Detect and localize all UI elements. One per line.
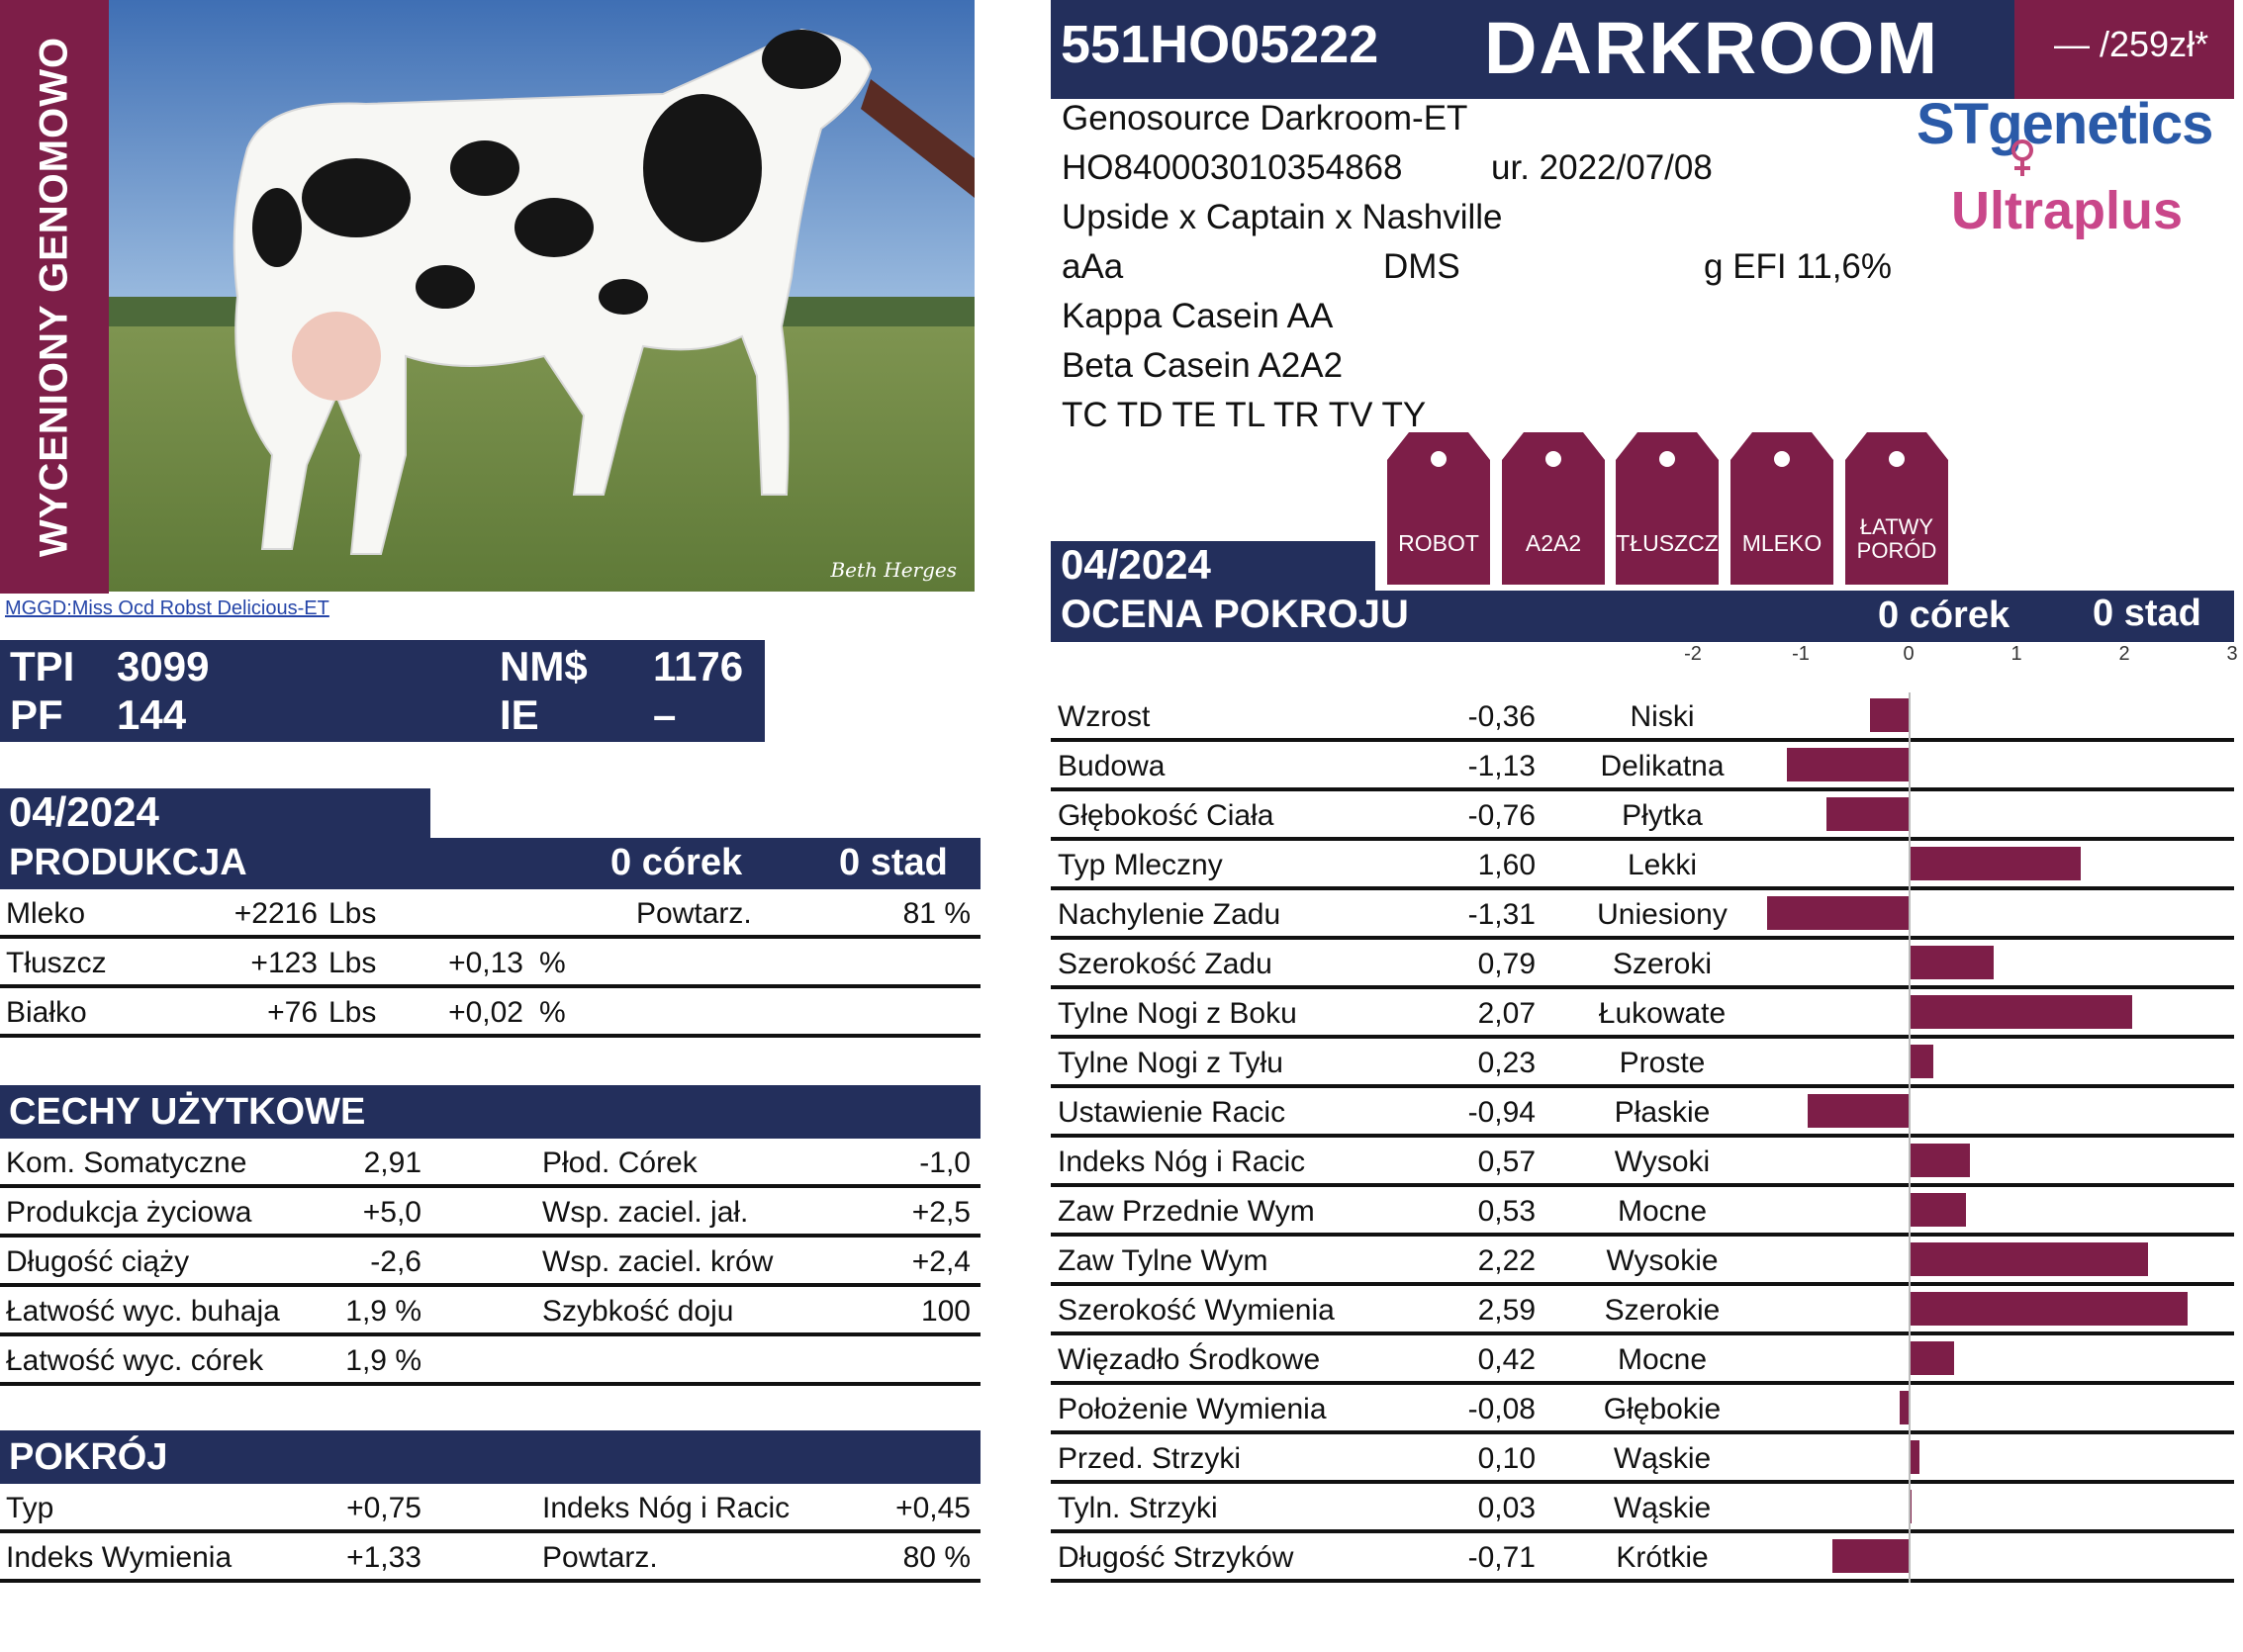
axis-tick-label: 0 — [1903, 643, 1915, 665]
production-extra-label: Powtarz. — [636, 897, 752, 930]
functional-label: Długość ciąży — [6, 1245, 190, 1278]
tag-label: ROBOT — [1398, 530, 1479, 556]
trait-descriptor: Niski — [1630, 700, 1695, 733]
trait-label: Zaw Przednie Wym — [1058, 1195, 1315, 1228]
trait-bar — [1909, 847, 2081, 880]
nm-label: NM$ — [500, 643, 588, 689]
trait-label: Tylne Nogi z Tyłu — [1058, 1047, 1283, 1079]
haplotypes: TC TD TE TL TR TV TY — [1062, 396, 1427, 434]
trait-label: Tyln. Strzyki — [1058, 1492, 1218, 1524]
tag-label: A2A2 — [1525, 530, 1582, 556]
tag-mleko — [1730, 432, 1833, 585]
conformation-row — [1051, 1286, 2234, 1335]
functional-label-2: Szybkość doju — [542, 1295, 734, 1328]
conformation-row — [1051, 1187, 2234, 1237]
conformation-row — [1051, 940, 2234, 989]
efi-value: g EFI 11,6% — [1704, 247, 1893, 286]
functional-header — [0, 1085, 981, 1139]
bull-code: 551HO05222 — [1061, 15, 1379, 74]
functional-label-2: Wsp. zaciel. jał. — [542, 1196, 749, 1229]
trait-descriptor: Delikatna — [1600, 750, 1725, 782]
trait-bar — [1808, 1094, 1909, 1128]
trait-bar — [1767, 896, 1909, 930]
price-box — [2014, 0, 2234, 99]
production-pct: +0,13 — [448, 947, 523, 979]
conformation-row — [1051, 1039, 2234, 1088]
tag-tłuszcz — [1616, 432, 1719, 585]
conformation-row — [1051, 841, 2234, 890]
type-row — [0, 1484, 981, 1533]
tag-łatwy-poród — [1845, 432, 1948, 585]
conformation-row — [1051, 1237, 2234, 1286]
trait-value: -0,36 — [1467, 700, 1536, 733]
tag-label: MLEKO — [1741, 530, 1822, 556]
trait-descriptor: Mocne — [1617, 1195, 1708, 1228]
registration: HO840003010354868 — [1062, 148, 1403, 187]
cow-illustration — [109, 0, 975, 592]
trait-bar — [1909, 1292, 2188, 1326]
conformation-row — [1051, 1434, 2234, 1484]
functional-label: Kom. Somatyczne — [6, 1147, 247, 1179]
type-header — [0, 1430, 981, 1484]
conformation-row — [1051, 1533, 2234, 1583]
bull-id-bar — [1051, 0, 2014, 99]
functional-label-2: Wsp. zaciel. krów — [542, 1245, 774, 1278]
functional-value-2: +2,4 — [911, 1245, 971, 1278]
tag-shape-icon — [1387, 432, 1490, 585]
functional-row — [0, 1139, 981, 1188]
conformation-row — [1051, 890, 2234, 940]
trait-label: Długość Strzyków — [1058, 1541, 1294, 1574]
trait-value: -0,71 — [1467, 1541, 1536, 1574]
conformation-row — [1051, 1088, 2234, 1138]
functional-title: CECHY UŻYTKOWE — [9, 1091, 366, 1133]
production-pct: +0,02 — [448, 996, 523, 1029]
type-label: Typ — [6, 1492, 54, 1524]
trait-value: -0,94 — [1467, 1096, 1536, 1129]
type-label-2: Powtarz. — [542, 1541, 658, 1574]
type-value-2: +0,45 — [895, 1492, 971, 1524]
pedigree: Upside x Captain x Nashville — [1062, 198, 1503, 236]
production-unit: Lbs — [328, 996, 377, 1029]
ie-label: IE — [500, 691, 539, 738]
trait-bar — [1900, 1391, 1909, 1424]
trait-bar — [1826, 797, 1909, 831]
trait-label: Ustawienie Racic — [1058, 1096, 1286, 1129]
trait-descriptor: Płaskie — [1614, 1096, 1711, 1129]
nm-value: 1176 — [653, 643, 744, 689]
trait-label: Indeks Nóg i Racic — [1058, 1146, 1306, 1178]
functional-value: +5,0 — [362, 1196, 421, 1229]
production-unit: Lbs — [328, 897, 377, 930]
trait-bar — [1909, 995, 2132, 1029]
trait-label: Szerokość Zadu — [1058, 948, 1272, 980]
genomic-banner — [0, 0, 109, 594]
functional-value: 1,9 % — [345, 1344, 421, 1377]
functional-label: Łatwość wyc. buhaja — [6, 1295, 280, 1328]
production-date: 04/2024 — [0, 788, 430, 838]
trait-value: 0,23 — [1477, 1047, 1536, 1079]
stgenetics-logo-text: STgenetics — [1916, 92, 2213, 156]
trait-descriptor: Wysokie — [1606, 1244, 1719, 1277]
functional-value-2: -1,0 — [919, 1147, 971, 1179]
birth-date: ur. 2022/07/08 — [1491, 148, 1713, 187]
axis-tick-label: -2 — [1684, 643, 1702, 665]
conformation-row — [1051, 1484, 2234, 1533]
tag-shape-icon — [1616, 432, 1719, 585]
trait-label: Budowa — [1058, 750, 1166, 782]
trait-bar — [1870, 698, 1909, 732]
production-label: Mleko — [6, 897, 86, 930]
conformation-title: OCENA POKROJU — [1061, 593, 1409, 636]
index-summary — [0, 640, 765, 742]
production-pct-unit: % — [539, 947, 566, 979]
type-label-2: Indeks Nóg i Racic — [542, 1492, 791, 1524]
conformation-header — [1051, 591, 2234, 642]
trait-value: -0,76 — [1467, 799, 1536, 832]
tag-label: ŁATWY PORÓD — [1856, 514, 1937, 563]
conformation-row — [1051, 1335, 2234, 1385]
banner-text: WYCENIONY GENOMOWO — [32, 36, 76, 558]
conformation-row — [1051, 1138, 2234, 1187]
trait-label: Szerokość Wymienia — [1058, 1294, 1335, 1327]
tpi-label: TPI — [10, 643, 75, 689]
trait-descriptor: Lekki — [1627, 849, 1698, 881]
trait-value: 2,22 — [1477, 1244, 1536, 1277]
axis-tick-label: 3 — [2226, 643, 2238, 665]
functional-row — [0, 1188, 981, 1238]
functional-value: 1,9 % — [345, 1295, 421, 1328]
trait-label: Przed. Strzyki — [1058, 1442, 1242, 1475]
trait-value: 2,07 — [1477, 997, 1536, 1030]
axis-tick-label: 2 — [2118, 643, 2130, 665]
tag-a2a2 — [1502, 432, 1605, 585]
functional-value-2: 100 — [920, 1295, 971, 1328]
type-label: Indeks Wymienia — [6, 1541, 233, 1574]
conformation-daughters: 0 córek — [1878, 595, 2010, 636]
photo-credit: Beth Herges — [830, 558, 957, 582]
trait-value: 0,10 — [1477, 1442, 1536, 1475]
trait-value: 0,42 — [1477, 1343, 1536, 1376]
trait-descriptor: Proste — [1619, 1047, 1706, 1079]
trait-bar — [1909, 1242, 2148, 1276]
functional-row — [0, 1238, 981, 1287]
trait-descriptor: Uniesiony — [1597, 898, 1728, 931]
ultraplus-logo-text: Ultraplus — [1951, 181, 2184, 240]
trait-descriptor: Łukowate — [1598, 997, 1727, 1030]
trait-value: -1,13 — [1467, 750, 1536, 782]
bull-photo — [109, 0, 975, 592]
trait-label: Zaw Tylne Wym — [1058, 1244, 1268, 1277]
conformation-herds: 0 stad — [2093, 593, 2201, 634]
production-row — [0, 988, 981, 1038]
conformation-row — [1051, 692, 2234, 742]
axis-tick-label: -1 — [1792, 643, 1810, 665]
bull-name: DARKROOM — [1484, 7, 1939, 89]
axis-tick-label: 1 — [2010, 643, 2022, 665]
type-value: +1,33 — [346, 1541, 421, 1574]
pf-label: PF — [10, 691, 63, 738]
trait-label: Więzadło Środkowe — [1058, 1343, 1321, 1376]
functional-row — [0, 1336, 981, 1386]
production-header — [0, 838, 981, 889]
type-value: +0,75 — [346, 1492, 421, 1524]
conformation-row — [1051, 1385, 2234, 1434]
production-label: Białko — [6, 996, 87, 1029]
production-label: Tłuszcz — [6, 947, 107, 979]
production-pct-unit: % — [539, 996, 566, 1029]
production-row — [0, 939, 981, 988]
trait-value: 0,79 — [1477, 948, 1536, 980]
production-value: +2216 — [234, 897, 318, 930]
price: — /259zł* — [2054, 24, 2209, 64]
trait-value: -0,08 — [1467, 1393, 1536, 1425]
type-row — [0, 1533, 981, 1583]
production-herds: 0 stad — [839, 842, 948, 883]
tpi-value: 3099 — [117, 643, 210, 689]
trait-descriptor: Głębokie — [1603, 1393, 1722, 1425]
conformation-date-tab — [1051, 541, 1375, 591]
trait-descriptor: Szerokie — [1604, 1294, 1721, 1327]
female-symbol-icon — [2008, 138, 2037, 178]
tag-label: TŁUSZCZ — [1616, 530, 1719, 556]
tag-shape-icon — [1730, 432, 1833, 585]
trait-bar — [1832, 1539, 1909, 1573]
pf-value: 144 — [117, 691, 187, 738]
conformation-date: 04/2024 — [1061, 541, 1211, 588]
trait-descriptor: Krótkie — [1616, 1541, 1709, 1574]
trait-descriptor: Mocne — [1617, 1343, 1708, 1376]
full-name: Genosource Darkroom-ET — [1062, 99, 1468, 138]
tag-shape-icon — [1502, 432, 1605, 585]
ultraplus-logo — [1951, 180, 2238, 249]
trait-descriptor: Wąskie — [1613, 1492, 1712, 1524]
beta-casein: Beta Casein A2A2 — [1062, 346, 1344, 385]
trait-value: 2,59 — [1477, 1294, 1536, 1327]
production-value: +76 — [267, 996, 318, 1029]
trait-label: Wzrost — [1058, 700, 1151, 733]
production-unit: Lbs — [328, 947, 377, 979]
production-title: PRODUKCJA — [9, 842, 247, 883]
trait-value: 0,03 — [1477, 1492, 1536, 1524]
ie-value: – — [653, 691, 677, 738]
functional-label: Produkcja życiowa — [6, 1196, 252, 1229]
conformation-row — [1051, 791, 2234, 841]
trait-label: Głębokość Ciała — [1058, 799, 1274, 832]
production-row — [0, 889, 981, 939]
trait-descriptor: Płytka — [1622, 799, 1703, 832]
mggd-link[interactable]: MGGD:Miss Ocd Robst Delicious-ET — [5, 597, 329, 619]
conformation-row — [1051, 989, 2234, 1039]
trait-bar — [1909, 1144, 1970, 1177]
type-value-2: 80 % — [902, 1541, 971, 1574]
functional-label-2: Płod. Córek — [542, 1147, 698, 1179]
functional-value-2: +2,5 — [911, 1196, 971, 1229]
conformation-row — [1051, 742, 2234, 791]
trait-bar — [1909, 1341, 1954, 1375]
trait-descriptor: Szeroki — [1612, 948, 1713, 980]
trait-value: 0,57 — [1477, 1146, 1536, 1178]
trait-value: 0,53 — [1477, 1195, 1536, 1228]
trait-bar — [1909, 946, 1994, 979]
trait-label: Tylne Nogi z Boku — [1058, 997, 1297, 1030]
stgenetics-logo — [1916, 91, 2233, 170]
trait-bar — [1909, 1045, 1933, 1078]
functional-value: -2,6 — [370, 1245, 421, 1278]
trait-descriptor: Wysoki — [1614, 1146, 1711, 1178]
trait-descriptor: Wąskie — [1613, 1442, 1712, 1475]
production-extra-value: 81 % — [902, 897, 971, 930]
trait-label: Typ Mleczny — [1058, 849, 1223, 881]
zero-line — [1909, 692, 1911, 1583]
trait-label: Nachylenie Zadu — [1058, 898, 1281, 931]
trait-bar — [1787, 748, 1909, 781]
trait-bar — [1909, 1193, 1966, 1227]
trait-value: 1,60 — [1477, 849, 1536, 881]
production-daughters: 0 córek — [610, 842, 743, 883]
aaa-code: aAa — [1062, 247, 1124, 286]
kappa-casein: Kappa Casein AA — [1062, 297, 1334, 335]
trait-value: -1,31 — [1467, 898, 1536, 931]
tag-robot — [1387, 432, 1490, 585]
type-title: POKRÓJ — [9, 1436, 168, 1478]
functional-row — [0, 1287, 981, 1336]
production-value: +123 — [250, 947, 318, 979]
trait-label: Położenie Wymienia — [1058, 1393, 1327, 1425]
functional-label: Łatwość wyc. córek — [6, 1344, 264, 1377]
dms-code: DMS — [1383, 247, 1460, 286]
functional-value: 2,91 — [363, 1147, 421, 1179]
